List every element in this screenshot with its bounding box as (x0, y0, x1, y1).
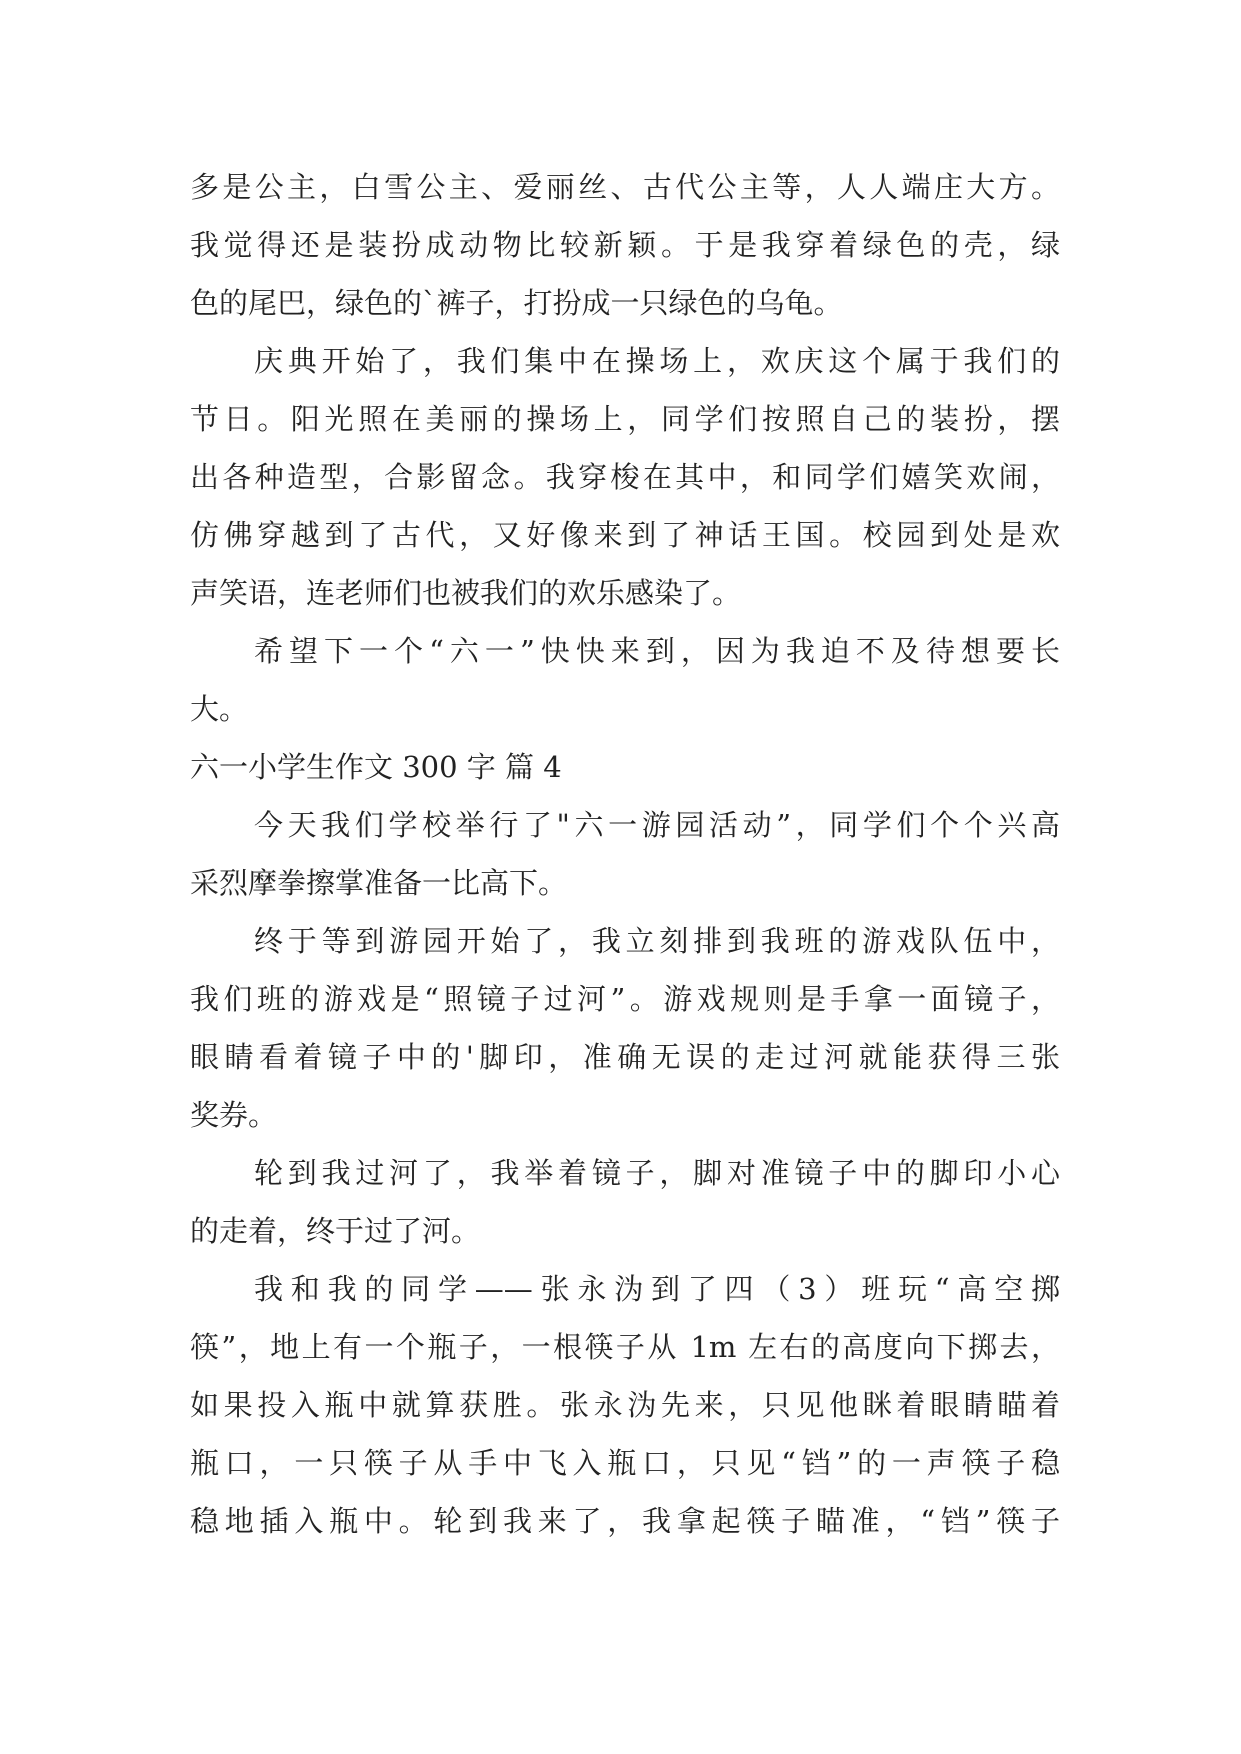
paragraph-line: 节日。阳光照在美丽的操场上，同学们按照自己的装扮，摆 (190, 402, 1060, 436)
paragraph-line: 如果投入瓶中就算获胜。张永沩先来，只见他眯着眼睛瞄着 (190, 1388, 1060, 1422)
paragraph-line: 的走着，终于过了河。 (190, 1214, 481, 1248)
paragraph-line: 今天我们学校举行了"六一游园活动”，同学们个个兴高 (254, 808, 1060, 842)
paragraph-line: 我觉得还是装扮成动物比较新颖。于是我穿着绿色的壳，绿 (190, 228, 1060, 262)
paragraph-line: 声笑语，连老师们也被我们的欢乐感染了。 (190, 576, 742, 610)
paragraph-line: 希望下一个“六一”快快来到，因为我迫不及待想要长 (254, 634, 1060, 668)
paragraph-line: 多是公主，白雪公主、爱丽丝、古代公主等，人人端庄大方。 (190, 170, 1060, 204)
paragraph-line: 色的尾巴，绿色的`裤子，打扮成一只绿色的乌龟。 (190, 286, 843, 320)
paragraph-line: 大。 (190, 692, 249, 726)
paragraph-line: 筷”，地上有一个瓶子，一根筷子从 1m 左右的高度向下掷去， (190, 1330, 1060, 1364)
paragraph-line: 出各种造型，合影留念。我穿梭在其中，和同学们嬉笑欢闹， (190, 460, 1060, 494)
paragraph-line: 终于等到游园开始了，我立刻排到我班的游戏队伍中， (254, 924, 1060, 958)
section-heading: 六一小学生作文 300 字 篇 4 (190, 750, 562, 784)
document-body (190, 158, 1060, 1550)
paragraph-line: 庆典开始了，我们集中在操场上，欢庆这个属于我们的 (254, 344, 1060, 378)
paragraph-line: 轮到我过河了，我举着镜子，脚对准镜子中的脚印小心 (254, 1156, 1060, 1190)
paragraph-line: 仿佛穿越到了古代，又好像来到了神话王国。校园到处是欢 (190, 518, 1060, 552)
paragraph-line: 瓶口，一只筷子从手中飞入瓶口，只见“铛”的一声筷子稳 (190, 1446, 1060, 1480)
paragraph-line: 稳地插入瓶中。轮到我来了，我拿起筷子瞄准，“铛”筷子 (190, 1504, 1060, 1538)
paragraph-line: 采烈摩拳擦掌准备一比高下。 (190, 866, 568, 900)
paragraph-line: 我们班的游戏是“照镜子过河”。游戏规则是手拿一面镜子， (190, 982, 1060, 1016)
paragraph-line: 我和我的同学——张永沩到了四（3）班玩“高空掷 (254, 1272, 1060, 1306)
paragraph-line: 眼睛看着镜子中的'脚印，准确无误的走过河就能获得三张 (190, 1040, 1060, 1074)
paragraph-line: 奖券。 (190, 1098, 278, 1132)
